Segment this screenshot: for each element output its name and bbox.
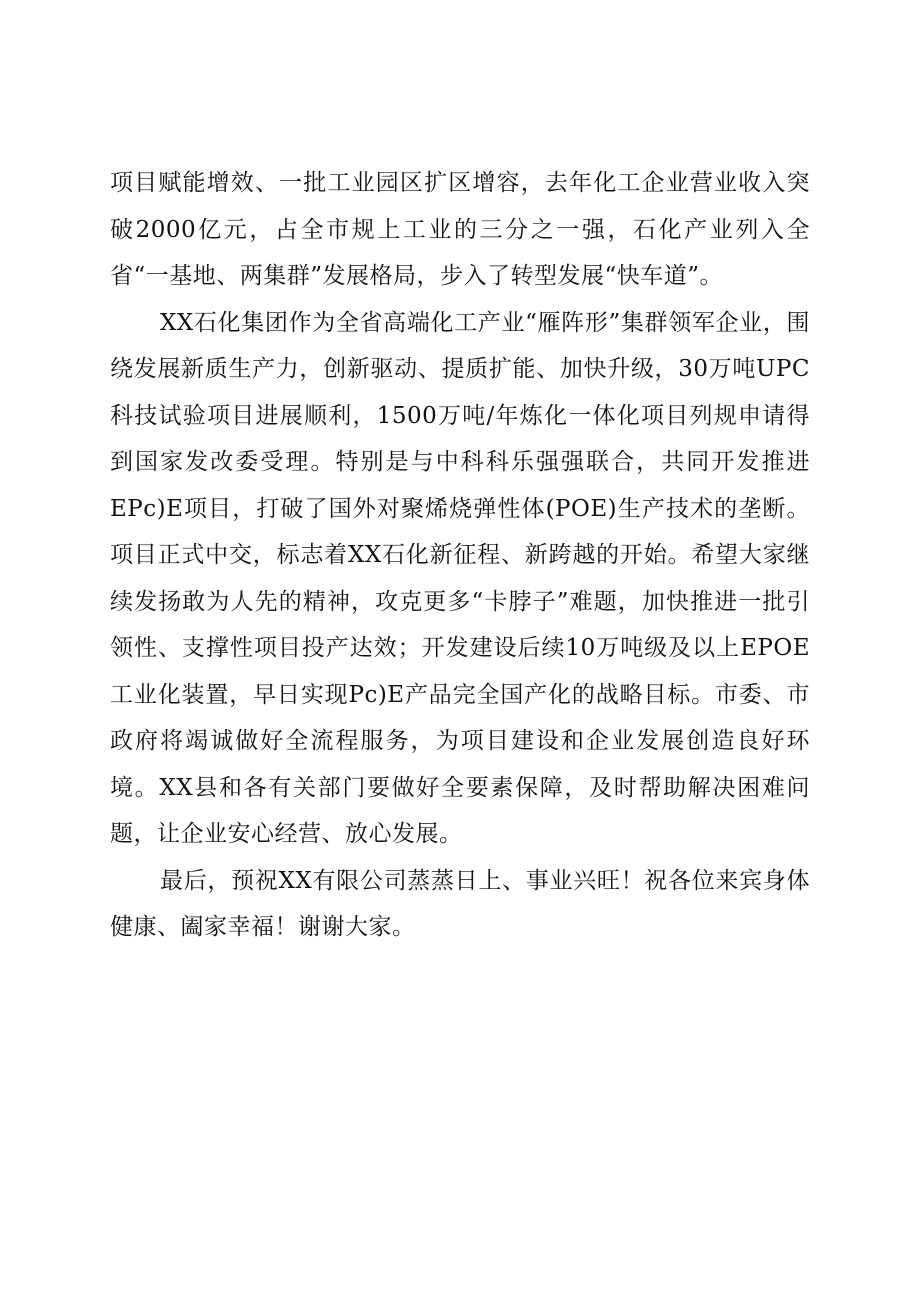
paragraph-xx-petrochemical: XX石化集团作为全省高端化工产业“雁阵形”集群领军企业，围绕发展新质生产力，创新驱动、提质扩能、加快升级，30万吨UPC科技试验项目进展顺利，1500万吨/年炼化一体化项目列规申请得到国家发改委受理。特别是与中科科乐强强联合，共同开发推进EPc)E项目，打破了国外对聚烯烧弹性体(POE)生产技术的垄断。项目正式中交，标志着XX石化新征程、新跨越的开始。希望大家继续发扬敢为人先的精神，攻克更多“卡脖子”难题，加快推进一批引领性、支撑性项目投产达效；开发建设后续10万吨级及以上EPOE工业化装置，早日实现Pc)E产品完全国产化的战略目标。市委、市政府将竭诚做好全流程服务，为项目建设和企业发展创造良好环境。XX县和各有关部门要做好全要素保障，及时帮助解决困难问题，让企业安心经营、放心发展。 — [110, 309, 810, 847]
paragraph-closing-wishes: 最后，预祝XX有限公司蒸蒸日上、事业兴旺！祝各位来宾身体健康、阖家幸福！谢谢大家。 — [110, 867, 810, 940]
paragraph-continuation: 项目赋能增效、一批工业园区扩区增容，去年化工企业营业收入突破2000亿元，占全市规上工业的三分之一强，石化产业列入全省“一基地、两集群”发展格局，步入了转型发展“快车道”。 — [110, 170, 810, 289]
document-body — [110, 160, 810, 951]
